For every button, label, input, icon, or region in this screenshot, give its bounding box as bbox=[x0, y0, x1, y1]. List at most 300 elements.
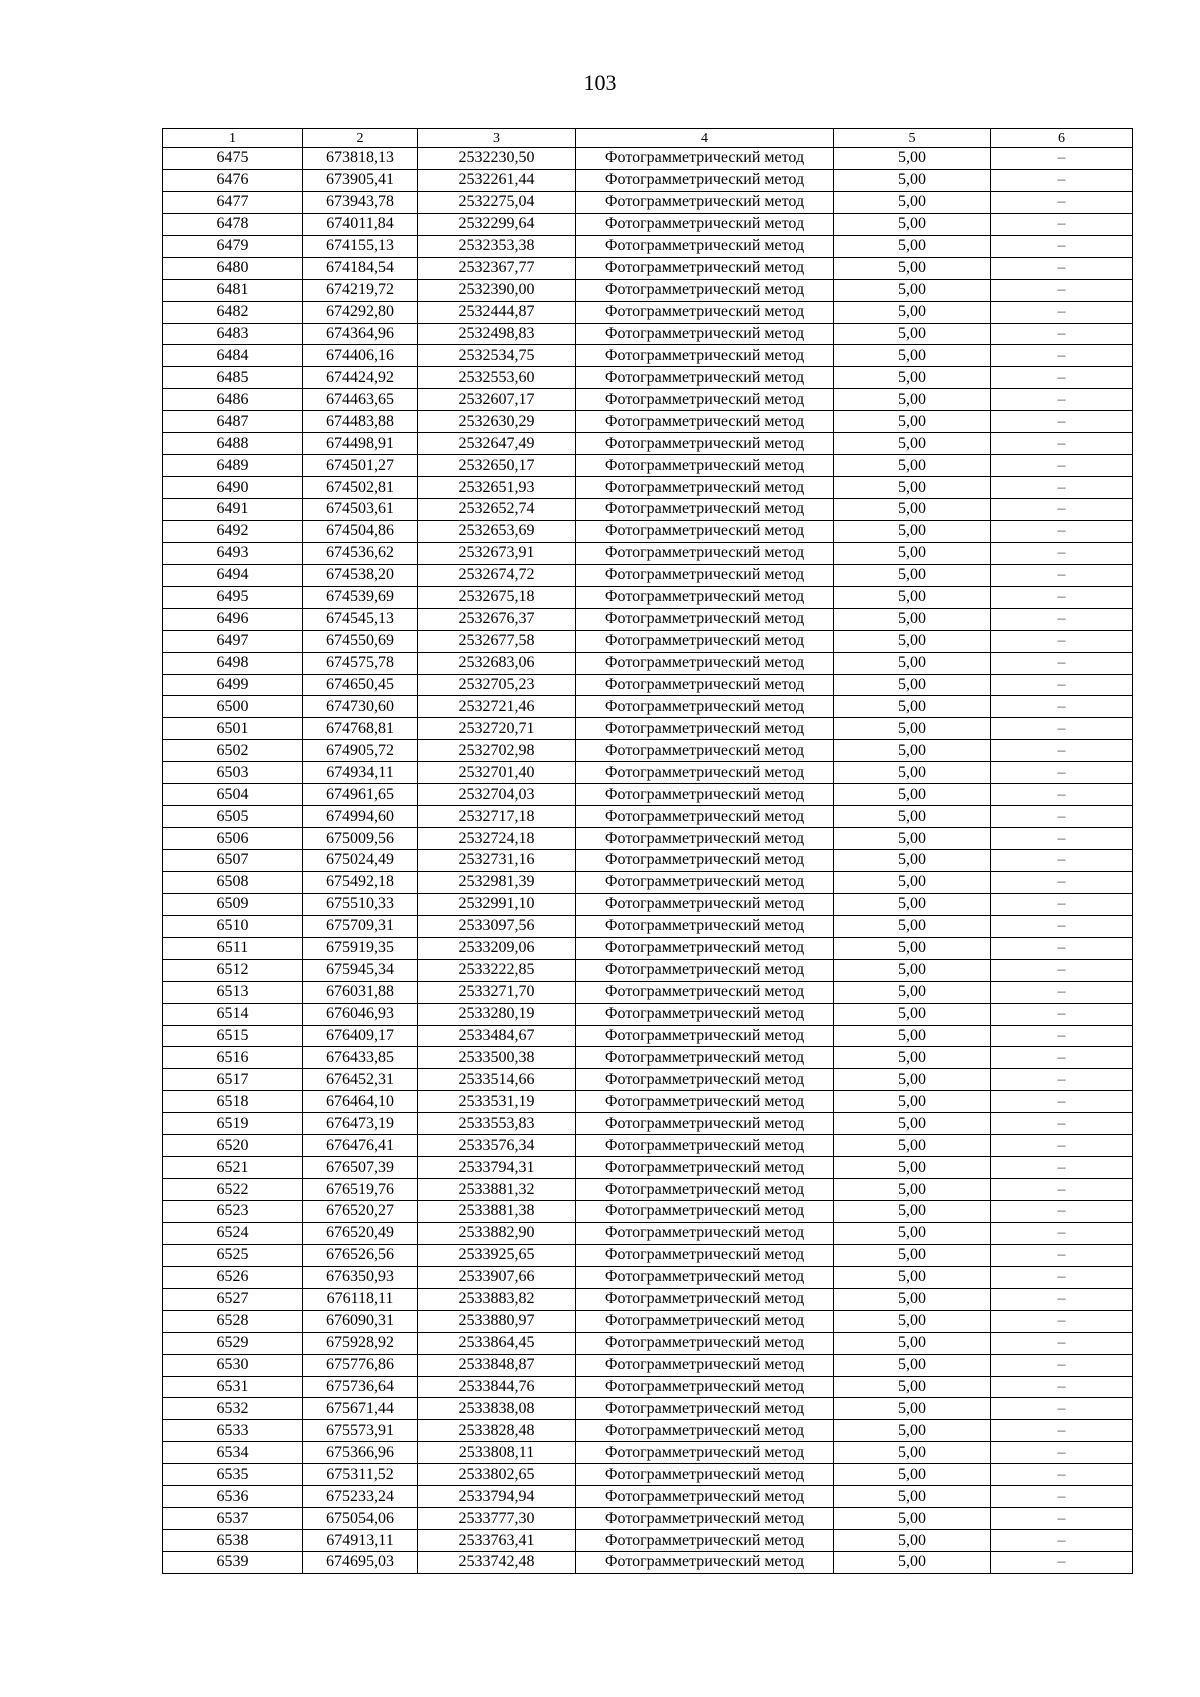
y-coordinate-cell: 2532981,39 bbox=[418, 871, 576, 893]
table-row bbox=[163, 389, 1133, 411]
table-row bbox=[163, 674, 1133, 696]
y-coordinate-cell: 2532705,23 bbox=[418, 674, 576, 696]
note-cell: – bbox=[991, 191, 1133, 213]
x-coordinate-cell: 675573,91 bbox=[303, 1420, 418, 1442]
table-row bbox=[163, 871, 1133, 893]
point-number-cell: 6506 bbox=[163, 828, 303, 850]
x-coordinate-cell: 674768,81 bbox=[303, 718, 418, 740]
point-number-cell: 6486 bbox=[163, 389, 303, 411]
accuracy-cell: 5,00 bbox=[834, 411, 991, 433]
method-cell: Фотограмметрический метод bbox=[576, 169, 834, 191]
point-number-cell: 6478 bbox=[163, 213, 303, 235]
y-coordinate-cell: 2532731,16 bbox=[418, 850, 576, 872]
point-number-cell: 6523 bbox=[163, 1201, 303, 1223]
x-coordinate-cell: 673943,78 bbox=[303, 191, 418, 213]
note-cell: – bbox=[991, 696, 1133, 718]
accuracy-cell: 5,00 bbox=[834, 148, 991, 170]
accuracy-cell: 5,00 bbox=[834, 389, 991, 411]
x-coordinate-cell: 674575,78 bbox=[303, 652, 418, 674]
note-cell: – bbox=[991, 1354, 1133, 1376]
accuracy-cell: 5,00 bbox=[834, 1201, 991, 1223]
x-coordinate-cell: 675945,34 bbox=[303, 959, 418, 981]
note-cell: – bbox=[991, 301, 1133, 323]
point-number-cell: 6531 bbox=[163, 1376, 303, 1398]
accuracy-cell: 5,00 bbox=[834, 740, 991, 762]
method-cell: Фотограмметрический метод bbox=[576, 586, 834, 608]
x-coordinate-cell: 676520,27 bbox=[303, 1201, 418, 1223]
method-cell: Фотограмметрический метод bbox=[576, 652, 834, 674]
table-row bbox=[163, 499, 1133, 521]
table-row bbox=[163, 1222, 1133, 1244]
accuracy-cell: 5,00 bbox=[834, 674, 991, 696]
y-coordinate-cell: 2533742,48 bbox=[418, 1552, 576, 1574]
method-cell: Фотограмметрический метод bbox=[576, 1420, 834, 1442]
method-cell: Фотограмметрический метод bbox=[576, 718, 834, 740]
point-number-cell: 6526 bbox=[163, 1266, 303, 1288]
method-cell: Фотограмметрический метод bbox=[576, 1332, 834, 1354]
note-cell: – bbox=[991, 1201, 1133, 1223]
note-cell: – bbox=[991, 630, 1133, 652]
column-header-6: 6 bbox=[991, 129, 1133, 148]
x-coordinate-cell: 674504,86 bbox=[303, 520, 418, 542]
accuracy-cell: 5,00 bbox=[834, 806, 991, 828]
method-cell: Фотограмметрический метод bbox=[576, 1530, 834, 1552]
y-coordinate-cell: 2533882,90 bbox=[418, 1222, 576, 1244]
x-coordinate-cell: 674538,20 bbox=[303, 564, 418, 586]
point-number-cell: 6518 bbox=[163, 1091, 303, 1113]
point-number-cell: 6501 bbox=[163, 718, 303, 740]
table-row bbox=[163, 213, 1133, 235]
y-coordinate-cell: 2533514,66 bbox=[418, 1069, 576, 1091]
note-cell: – bbox=[991, 1047, 1133, 1069]
method-cell: Фотограмметрический метод bbox=[576, 1486, 834, 1508]
point-number-cell: 6502 bbox=[163, 740, 303, 762]
accuracy-cell: 5,00 bbox=[834, 652, 991, 674]
note-cell: – bbox=[991, 1135, 1133, 1157]
y-coordinate-cell: 2532367,77 bbox=[418, 257, 576, 279]
method-cell: Фотограмметрический метод bbox=[576, 279, 834, 301]
table-row bbox=[163, 740, 1133, 762]
accuracy-cell: 5,00 bbox=[834, 718, 991, 740]
table-row bbox=[163, 1157, 1133, 1179]
note-cell: – bbox=[991, 499, 1133, 521]
point-number-cell: 6488 bbox=[163, 433, 303, 455]
note-cell: – bbox=[991, 828, 1133, 850]
method-cell: Фотограмметрический метод bbox=[576, 1113, 834, 1135]
accuracy-cell: 5,00 bbox=[834, 828, 991, 850]
note-cell: – bbox=[991, 1091, 1133, 1113]
x-coordinate-cell: 674905,72 bbox=[303, 740, 418, 762]
y-coordinate-cell: 2532675,18 bbox=[418, 586, 576, 608]
note-cell: – bbox=[991, 1376, 1133, 1398]
point-number-cell: 6490 bbox=[163, 477, 303, 499]
x-coordinate-cell: 676046,93 bbox=[303, 1003, 418, 1025]
point-number-cell: 6492 bbox=[163, 520, 303, 542]
point-number-cell: 6483 bbox=[163, 323, 303, 345]
note-cell: – bbox=[991, 389, 1133, 411]
method-cell: Фотограмметрический метод bbox=[576, 411, 834, 433]
note-cell: – bbox=[991, 1530, 1133, 1552]
method-cell: Фотограмметрический метод bbox=[576, 520, 834, 542]
accuracy-cell: 5,00 bbox=[834, 586, 991, 608]
y-coordinate-cell: 2533848,87 bbox=[418, 1354, 576, 1376]
note-cell: – bbox=[991, 762, 1133, 784]
method-cell: Фотограмметрический метод bbox=[576, 191, 834, 213]
y-coordinate-cell: 2532444,87 bbox=[418, 301, 576, 323]
accuracy-cell: 5,00 bbox=[834, 1354, 991, 1376]
method-cell: Фотограмметрический метод bbox=[576, 1179, 834, 1201]
method-cell: Фотограмметрический метод bbox=[576, 1069, 834, 1091]
table-row bbox=[163, 1552, 1133, 1574]
method-cell: Фотограмметрический метод bbox=[576, 1442, 834, 1464]
point-number-cell: 6489 bbox=[163, 455, 303, 477]
table-row bbox=[163, 1332, 1133, 1354]
x-coordinate-cell: 675709,31 bbox=[303, 915, 418, 937]
accuracy-cell: 5,00 bbox=[834, 1420, 991, 1442]
accuracy-cell: 5,00 bbox=[834, 1486, 991, 1508]
y-coordinate-cell: 2533576,34 bbox=[418, 1135, 576, 1157]
point-number-cell: 6476 bbox=[163, 169, 303, 191]
table-row bbox=[163, 1179, 1133, 1201]
note-cell: – bbox=[991, 564, 1133, 586]
table-row bbox=[163, 1135, 1133, 1157]
column-header-3: 3 bbox=[418, 129, 576, 148]
note-cell: – bbox=[991, 235, 1133, 257]
accuracy-cell: 5,00 bbox=[834, 169, 991, 191]
point-number-cell: 6510 bbox=[163, 915, 303, 937]
note-cell: – bbox=[991, 1464, 1133, 1486]
point-number-cell: 6504 bbox=[163, 784, 303, 806]
note-cell: – bbox=[991, 1486, 1133, 1508]
note-cell: – bbox=[991, 1157, 1133, 1179]
table-row bbox=[163, 1091, 1133, 1113]
accuracy-cell: 5,00 bbox=[834, 433, 991, 455]
y-coordinate-cell: 2532534,75 bbox=[418, 345, 576, 367]
table-row bbox=[163, 981, 1133, 1003]
method-cell: Фотограмметрический метод bbox=[576, 1398, 834, 1420]
note-cell: – bbox=[991, 959, 1133, 981]
method-cell: Фотограмметрический метод bbox=[576, 564, 834, 586]
accuracy-cell: 5,00 bbox=[834, 915, 991, 937]
point-number-cell: 6487 bbox=[163, 411, 303, 433]
table-row bbox=[163, 652, 1133, 674]
accuracy-cell: 5,00 bbox=[834, 235, 991, 257]
y-coordinate-cell: 2532498,83 bbox=[418, 323, 576, 345]
accuracy-cell: 5,00 bbox=[834, 477, 991, 499]
method-cell: Фотограмметрический метод bbox=[576, 455, 834, 477]
method-cell: Фотограмметрический метод bbox=[576, 542, 834, 564]
accuracy-cell: 5,00 bbox=[834, 1310, 991, 1332]
note-cell: – bbox=[991, 871, 1133, 893]
point-number-cell: 6521 bbox=[163, 1157, 303, 1179]
point-number-cell: 6491 bbox=[163, 499, 303, 521]
note-cell: – bbox=[991, 1420, 1133, 1442]
note-cell: – bbox=[991, 1003, 1133, 1025]
method-cell: Фотограмметрический метод bbox=[576, 1464, 834, 1486]
y-coordinate-cell: 2533280,19 bbox=[418, 1003, 576, 1025]
note-cell: – bbox=[991, 520, 1133, 542]
x-coordinate-cell: 676520,49 bbox=[303, 1222, 418, 1244]
accuracy-cell: 5,00 bbox=[834, 1069, 991, 1091]
method-cell: Фотограмметрический метод bbox=[576, 696, 834, 718]
y-coordinate-cell: 2533907,66 bbox=[418, 1266, 576, 1288]
point-number-cell: 6497 bbox=[163, 630, 303, 652]
accuracy-cell: 5,00 bbox=[834, 345, 991, 367]
point-number-cell: 6511 bbox=[163, 937, 303, 959]
table-row bbox=[163, 169, 1133, 191]
table-row bbox=[163, 1508, 1133, 1530]
point-number-cell: 6500 bbox=[163, 696, 303, 718]
accuracy-cell: 5,00 bbox=[834, 1376, 991, 1398]
y-coordinate-cell: 2533271,70 bbox=[418, 981, 576, 1003]
note-cell: – bbox=[991, 477, 1133, 499]
point-number-cell: 6479 bbox=[163, 235, 303, 257]
accuracy-cell: 5,00 bbox=[834, 1332, 991, 1354]
note-cell: – bbox=[991, 850, 1133, 872]
note-cell: – bbox=[991, 893, 1133, 915]
accuracy-cell: 5,00 bbox=[834, 1244, 991, 1266]
table-row bbox=[163, 1464, 1133, 1486]
method-cell: Фотограмметрический метод bbox=[576, 257, 834, 279]
x-coordinate-cell: 674539,69 bbox=[303, 586, 418, 608]
method-cell: Фотограмметрический метод bbox=[576, 477, 834, 499]
table-row bbox=[163, 520, 1133, 542]
method-cell: Фотограмметрический метод bbox=[576, 1201, 834, 1223]
table-row bbox=[163, 257, 1133, 279]
table-header bbox=[163, 129, 1133, 148]
accuracy-cell: 5,00 bbox=[834, 1135, 991, 1157]
note-cell: – bbox=[991, 542, 1133, 564]
method-cell: Фотограмметрический метод bbox=[576, 608, 834, 630]
table-row bbox=[163, 762, 1133, 784]
table-row bbox=[163, 630, 1133, 652]
point-number-cell: 6514 bbox=[163, 1003, 303, 1025]
y-coordinate-cell: 2533531,19 bbox=[418, 1091, 576, 1113]
note-cell: – bbox=[991, 1288, 1133, 1310]
method-cell: Фотограмметрический метод bbox=[576, 1376, 834, 1398]
table-row bbox=[163, 784, 1133, 806]
table-row bbox=[163, 718, 1133, 740]
accuracy-cell: 5,00 bbox=[834, 850, 991, 872]
x-coordinate-cell: 675492,18 bbox=[303, 871, 418, 893]
point-number-cell: 6481 bbox=[163, 279, 303, 301]
method-cell: Фотограмметрический метод bbox=[576, 784, 834, 806]
table-row bbox=[163, 1442, 1133, 1464]
y-coordinate-cell: 2533808,11 bbox=[418, 1442, 576, 1464]
y-coordinate-cell: 2533484,67 bbox=[418, 1025, 576, 1047]
point-number-cell: 6508 bbox=[163, 871, 303, 893]
accuracy-cell: 5,00 bbox=[834, 608, 991, 630]
note-cell: – bbox=[991, 981, 1133, 1003]
y-coordinate-cell: 2533097,56 bbox=[418, 915, 576, 937]
y-coordinate-cell: 2532651,93 bbox=[418, 477, 576, 499]
point-number-cell: 6534 bbox=[163, 1442, 303, 1464]
x-coordinate-cell: 674463,65 bbox=[303, 389, 418, 411]
y-coordinate-cell: 2533880,97 bbox=[418, 1310, 576, 1332]
x-coordinate-cell: 675311,52 bbox=[303, 1464, 418, 1486]
y-coordinate-cell: 2532674,72 bbox=[418, 564, 576, 586]
method-cell: Фотограмметрический метод bbox=[576, 806, 834, 828]
note-cell: – bbox=[991, 345, 1133, 367]
header-row bbox=[163, 129, 1133, 148]
table-row bbox=[163, 411, 1133, 433]
x-coordinate-cell: 676409,17 bbox=[303, 1025, 418, 1047]
point-number-cell: 6524 bbox=[163, 1222, 303, 1244]
accuracy-cell: 5,00 bbox=[834, 279, 991, 301]
accuracy-cell: 5,00 bbox=[834, 455, 991, 477]
x-coordinate-cell: 675928,92 bbox=[303, 1332, 418, 1354]
y-coordinate-cell: 2532230,50 bbox=[418, 148, 576, 170]
y-coordinate-cell: 2532683,06 bbox=[418, 652, 576, 674]
table-row bbox=[163, 937, 1133, 959]
point-number-cell: 6505 bbox=[163, 806, 303, 828]
table-row bbox=[163, 1069, 1133, 1091]
accuracy-cell: 5,00 bbox=[834, 937, 991, 959]
point-number-cell: 6499 bbox=[163, 674, 303, 696]
y-coordinate-cell: 2533777,30 bbox=[418, 1508, 576, 1530]
accuracy-cell: 5,00 bbox=[834, 1025, 991, 1047]
y-coordinate-cell: 2533828,48 bbox=[418, 1420, 576, 1442]
x-coordinate-cell: 676118,11 bbox=[303, 1288, 418, 1310]
method-cell: Фотограмметрический метод bbox=[576, 1003, 834, 1025]
note-cell: – bbox=[991, 1310, 1133, 1332]
x-coordinate-cell: 674406,16 bbox=[303, 345, 418, 367]
table-row bbox=[163, 542, 1133, 564]
point-number-cell: 6503 bbox=[163, 762, 303, 784]
note-cell: – bbox=[991, 1508, 1133, 1530]
point-number-cell: 6519 bbox=[163, 1113, 303, 1135]
note-cell: – bbox=[991, 1244, 1133, 1266]
accuracy-cell: 5,00 bbox=[834, 564, 991, 586]
note-cell: – bbox=[991, 674, 1133, 696]
y-coordinate-cell: 2532701,40 bbox=[418, 762, 576, 784]
y-coordinate-cell: 2532650,17 bbox=[418, 455, 576, 477]
note-cell: – bbox=[991, 915, 1133, 937]
method-cell: Фотограмметрический метод bbox=[576, 323, 834, 345]
point-number-cell: 6512 bbox=[163, 959, 303, 981]
table-row bbox=[163, 893, 1133, 915]
y-coordinate-cell: 2532677,58 bbox=[418, 630, 576, 652]
method-cell: Фотограмметрический метод bbox=[576, 1222, 834, 1244]
table-row bbox=[163, 1354, 1133, 1376]
x-coordinate-cell: 676433,85 bbox=[303, 1047, 418, 1069]
note-cell: – bbox=[991, 213, 1133, 235]
y-coordinate-cell: 2532647,49 bbox=[418, 433, 576, 455]
x-coordinate-cell: 674498,91 bbox=[303, 433, 418, 455]
coordinates-table bbox=[162, 128, 1133, 1574]
accuracy-cell: 5,00 bbox=[834, 257, 991, 279]
accuracy-cell: 5,00 bbox=[834, 1530, 991, 1552]
y-coordinate-cell: 2533763,41 bbox=[418, 1530, 576, 1552]
table-row bbox=[163, 1003, 1133, 1025]
note-cell: – bbox=[991, 455, 1133, 477]
y-coordinate-cell: 2532653,69 bbox=[418, 520, 576, 542]
method-cell: Фотограмметрический метод bbox=[576, 433, 834, 455]
method-cell: Фотограмметрический метод bbox=[576, 1354, 834, 1376]
accuracy-cell: 5,00 bbox=[834, 1508, 991, 1530]
method-cell: Фотограмметрический метод bbox=[576, 1135, 834, 1157]
point-number-cell: 6498 bbox=[163, 652, 303, 674]
y-coordinate-cell: 2532630,29 bbox=[418, 411, 576, 433]
table-row bbox=[163, 1398, 1133, 1420]
table-row bbox=[163, 959, 1133, 981]
accuracy-cell: 5,00 bbox=[834, 893, 991, 915]
method-cell: Фотограмметрический метод bbox=[576, 959, 834, 981]
table-row bbox=[163, 608, 1133, 630]
note-cell: – bbox=[991, 367, 1133, 389]
note-cell: – bbox=[991, 806, 1133, 828]
x-coordinate-cell: 676452,31 bbox=[303, 1069, 418, 1091]
y-coordinate-cell: 2533864,45 bbox=[418, 1332, 576, 1354]
accuracy-cell: 5,00 bbox=[834, 1157, 991, 1179]
point-number-cell: 6525 bbox=[163, 1244, 303, 1266]
note-cell: – bbox=[991, 1332, 1133, 1354]
accuracy-cell: 5,00 bbox=[834, 1091, 991, 1113]
method-cell: Фотограмметрический метод bbox=[576, 1508, 834, 1530]
method-cell: Фотограмметрический метод bbox=[576, 1244, 834, 1266]
note-cell: – bbox=[991, 279, 1133, 301]
note-cell: – bbox=[991, 608, 1133, 630]
note-cell: – bbox=[991, 1222, 1133, 1244]
table-row bbox=[163, 696, 1133, 718]
accuracy-cell: 5,00 bbox=[834, 1288, 991, 1310]
method-cell: Фотограмметрический метод bbox=[576, 345, 834, 367]
point-number-cell: 6494 bbox=[163, 564, 303, 586]
note-cell: – bbox=[991, 1025, 1133, 1047]
point-number-cell: 6528 bbox=[163, 1310, 303, 1332]
accuracy-cell: 5,00 bbox=[834, 1003, 991, 1025]
table-row bbox=[163, 1113, 1133, 1135]
x-coordinate-cell: 674545,13 bbox=[303, 608, 418, 630]
point-number-cell: 6495 bbox=[163, 586, 303, 608]
note-cell: – bbox=[991, 784, 1133, 806]
note-cell: – bbox=[991, 586, 1133, 608]
method-cell: Фотограмметрический метод bbox=[576, 828, 834, 850]
y-coordinate-cell: 2533794,31 bbox=[418, 1157, 576, 1179]
x-coordinate-cell: 673905,41 bbox=[303, 169, 418, 191]
y-coordinate-cell: 2533794,94 bbox=[418, 1486, 576, 1508]
page-number: 103 bbox=[583, 70, 617, 95]
method-cell: Фотограмметрический метод bbox=[576, 1047, 834, 1069]
point-number-cell: 6529 bbox=[163, 1332, 303, 1354]
method-cell: Фотограмметрический метод bbox=[576, 499, 834, 521]
accuracy-cell: 5,00 bbox=[834, 191, 991, 213]
table-row bbox=[163, 477, 1133, 499]
note-cell: – bbox=[991, 937, 1133, 959]
table-row bbox=[163, 828, 1133, 850]
table-row bbox=[163, 433, 1133, 455]
note-cell: – bbox=[991, 1179, 1133, 1201]
table-row bbox=[163, 586, 1133, 608]
y-coordinate-cell: 2532390,00 bbox=[418, 279, 576, 301]
method-cell: Фотограмметрический метод bbox=[576, 893, 834, 915]
table-row bbox=[163, 915, 1133, 937]
point-number-cell: 6538 bbox=[163, 1530, 303, 1552]
x-coordinate-cell: 676507,39 bbox=[303, 1157, 418, 1179]
table-row bbox=[163, 148, 1133, 170]
column-header-2: 2 bbox=[303, 129, 418, 148]
y-coordinate-cell: 2532607,17 bbox=[418, 389, 576, 411]
note-cell: – bbox=[991, 740, 1133, 762]
point-number-cell: 6516 bbox=[163, 1047, 303, 1069]
point-number-cell: 6537 bbox=[163, 1508, 303, 1530]
x-coordinate-cell: 674934,11 bbox=[303, 762, 418, 784]
method-cell: Фотограмметрический метод bbox=[576, 389, 834, 411]
accuracy-cell: 5,00 bbox=[834, 542, 991, 564]
method-cell: Фотограмметрический метод bbox=[576, 871, 834, 893]
point-number-cell: 6532 bbox=[163, 1398, 303, 1420]
x-coordinate-cell: 675736,64 bbox=[303, 1376, 418, 1398]
